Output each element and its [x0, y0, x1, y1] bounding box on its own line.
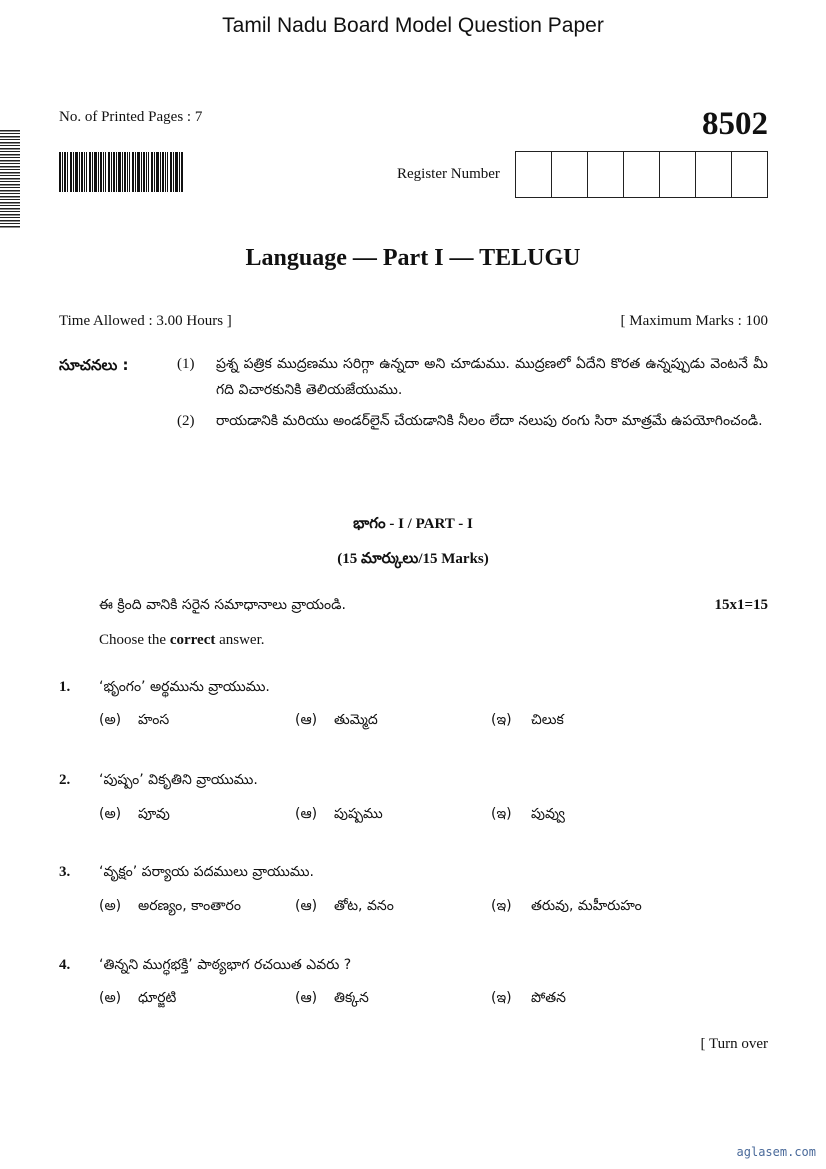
question-text: ‘పుష్పం’ వికృతిని వ్రాయుము. — [99, 772, 258, 788]
option-text[interactable]: అరణ్యం, కాంతారం — [138, 898, 241, 914]
option-text[interactable]: తరువు, మహీరుహం — [531, 898, 642, 914]
register-digit-box[interactable] — [552, 152, 588, 197]
option-text[interactable]: పూవు — [138, 806, 170, 822]
section-instruction-telugu: ఈ క్రింది వానికి సరైన సమాధానాలు వ్రాయండి. — [99, 597, 346, 613]
option-label[interactable]: (అ) — [99, 806, 122, 822]
section-title: భాగం - I / PART - I — [353, 516, 473, 532]
register-number-label: Register Number — [397, 166, 500, 182]
register-digit-box[interactable] — [624, 152, 660, 197]
question-number: 3. — [59, 864, 71, 880]
question-text: ‘భృంగం’ అర్థమును వ్రాయుము. — [99, 679, 270, 695]
question-text: ‘తిన్నని ముగ్ధభక్తి’ పాఠ్యభాగ రచయిత ఎవరు ? — [99, 957, 352, 973]
instruction-prefix: Choose the — [99, 632, 170, 648]
question-text: ‘వృక్షం’ పర్యాయ పదములు వ్రాయుము. — [99, 864, 314, 880]
option-label[interactable]: (ఆ) — [295, 990, 318, 1006]
question-number: 2. — [59, 772, 71, 788]
page-header-title: Tamil Nadu Board Model Question Paper — [222, 14, 604, 37]
option-text[interactable]: తిక్కన — [334, 990, 369, 1006]
option-text[interactable]: హంస — [138, 712, 170, 728]
option-label[interactable]: (అ) — [99, 898, 122, 914]
instruction-text: ప్రశ్న పత్రిక ముద్రణము సరిగ్గా ఉన్నదా అని చూడుము. ముద్రణలో ఏదేని కొరత ఉన్నప్పుడు వెంటనే మీ గది విచారకునికి తెలియజేయుము. — [216, 356, 768, 398]
maximum-marks: [ Maximum Marks : 100 — [620, 313, 768, 329]
option-label[interactable]: (ఆ) — [295, 806, 318, 822]
option-label[interactable]: (అ) — [99, 712, 122, 728]
option-text[interactable]: తుమ్మెద — [334, 712, 378, 728]
option-label[interactable]: (ఇ) — [491, 990, 512, 1006]
option-label[interactable]: (ఇ) — [491, 712, 512, 728]
instruction-suffix: answer. — [215, 632, 265, 648]
paper-title: Language — Part I — TELUGU — [245, 245, 581, 271]
time-allowed: Time Allowed : 3.00 Hours ] — [59, 313, 232, 329]
site-watermark[interactable]: aglasem.com — [736, 1145, 816, 1159]
option-label[interactable]: (అ) — [99, 990, 122, 1006]
question-number: 1. — [59, 679, 71, 695]
register-digit-box[interactable] — [660, 152, 696, 197]
option-text[interactable]: చిలుక — [531, 712, 564, 728]
option-text[interactable]: పువ్వు — [531, 806, 565, 822]
instruction-number: (2) — [177, 413, 195, 429]
option-label[interactable]: (ఇ) — [491, 898, 512, 914]
register-digit-box[interactable] — [516, 152, 552, 197]
instruction-bold: correct — [169, 632, 216, 648]
register-digit-box[interactable] — [588, 152, 624, 197]
option-text[interactable]: తోట, వనం — [334, 898, 394, 914]
question-number: 4. — [59, 957, 71, 973]
paper-code: 8502 — [702, 106, 768, 142]
turn-over-label: [ Turn over — [700, 1036, 768, 1052]
option-text[interactable]: ధూర్జటి — [138, 990, 177, 1006]
option-text[interactable]: పోతన — [531, 990, 566, 1006]
option-label[interactable]: (ఇ) — [491, 806, 512, 822]
instruction-text: రాయడానికి మరియు అండర్‌లైన్ చేయడానికి నీలం లేదా నలుపు రంగు సిరా మాత్రమే ఉపయోగించండి. — [216, 413, 763, 429]
instructions-label: సూచనలు : — [59, 356, 129, 374]
option-label[interactable]: (ఆ) — [295, 712, 318, 728]
instruction-number: (1) — [177, 356, 195, 372]
option-text[interactable]: పుష్పము — [334, 806, 383, 822]
register-number-boxes[interactable] — [515, 151, 768, 198]
option-label[interactable]: (ఆ) — [295, 898, 318, 914]
barcode — [59, 152, 183, 192]
section-score: 15x1=15 — [714, 597, 768, 613]
register-digit-box[interactable] — [732, 152, 767, 197]
section-marks: (15 మార్కులు/15 Marks) — [337, 551, 489, 567]
register-digit-box[interactable] — [696, 152, 732, 197]
section-instruction-english — [99, 632, 265, 649]
printed-pages-label: No. of Printed Pages : 7 — [59, 109, 203, 125]
side-barcode — [0, 130, 20, 228]
